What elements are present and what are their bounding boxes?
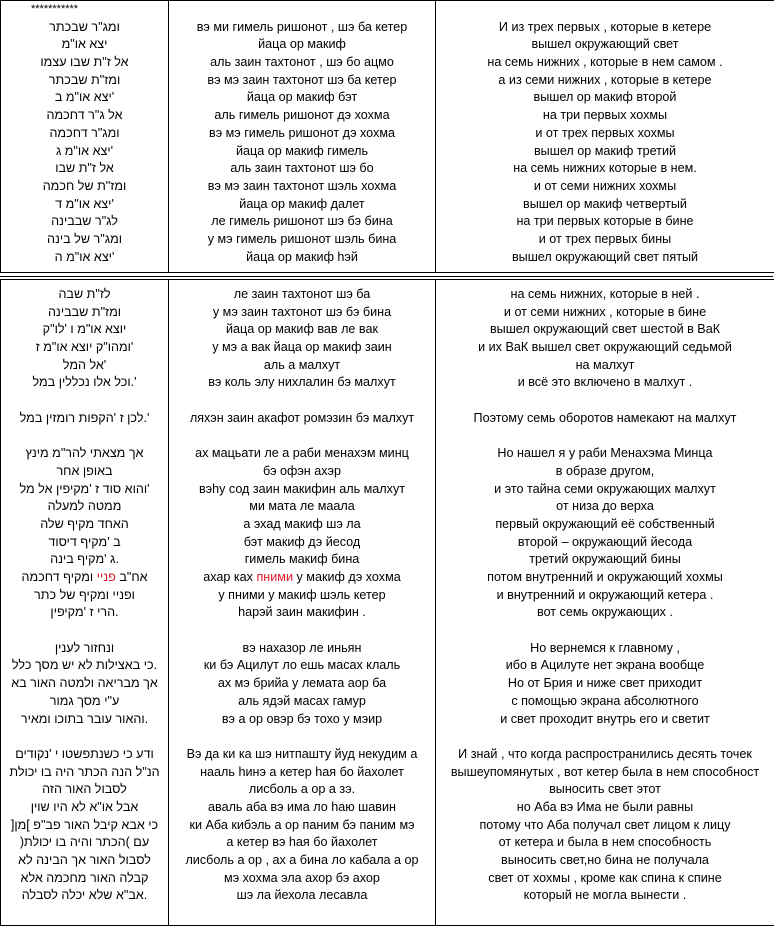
text-line: и их ВаК вышел свет окружающий седьмой (436, 339, 774, 357)
text-line: вышел ор макиф третий (436, 143, 774, 161)
text-line: вэhу сод заин макифин аль малхут (169, 481, 435, 499)
blank-line (1, 428, 168, 446)
text-line: лисболь а ор , ах а бина ло кабала а ор (169, 852, 435, 870)
text-line: *********** (1, 1, 168, 19)
text-line: и внутренний и окружающий кетера . (436, 587, 774, 605)
text-line: у мэ гимель ришонот шэль бина (169, 231, 435, 249)
text-line: на малхут (436, 357, 774, 375)
text-line: אך מצאתי להר"מ מינץ (1, 445, 168, 463)
text-line: ки бэ Ацилут ло ешь масах клаль (169, 657, 435, 675)
text-segment: у макиф дэ хохма (293, 570, 401, 584)
text-line: а кетер вэ hая бо йахолет (169, 834, 435, 852)
text-line: бэ офэн ахэр (169, 463, 435, 481)
text-line: но Аба вэ Има не были равны (436, 799, 774, 817)
blank-line (169, 392, 435, 410)
text-line: выносить свет,но бина не получала (436, 852, 774, 870)
text-line: и от трех первых бины (436, 231, 774, 249)
text-segment: ומקיף דחכמה (21, 570, 96, 584)
text-line: второй – окружающий йесода (436, 534, 774, 552)
text-line: а из семи нижних , которые в кетере (436, 72, 774, 90)
text-line: И из трех первых , которые в кетере (436, 19, 774, 37)
blank-line (169, 728, 435, 746)
text-line: вышел ор макиф четвертый (436, 196, 774, 214)
text-line: אל ז"ת שבו (1, 160, 168, 178)
text-line: у пними у макиф шэль кетер (169, 587, 435, 605)
blank-line (1, 728, 168, 746)
text-line: ומג"ר שבכתר (1, 19, 168, 37)
text-line: на семь нижних которые в нем. (436, 160, 774, 178)
text-line: ומג"ר דחכמה (1, 125, 168, 143)
text-line (169, 569, 435, 587)
text-line: йаца ор макиф бэт (169, 89, 435, 107)
text-line: от низа до верха (436, 498, 774, 516)
text-line: И знай , что когда распространились десять точек (436, 746, 774, 764)
text-line: и от семи нижних , которые в бине (436, 304, 774, 322)
russian-column (436, 1, 774, 273)
text-line: вэ нахазор ле иньян (169, 640, 435, 658)
text-line: первый окружающий её собственный (436, 516, 774, 534)
text-line: вэ мэ гимель ришонот дэ хохма (169, 125, 435, 143)
text-line: ומז"ת שבבינה (1, 304, 168, 322)
text-line: выносить свет этот (436, 781, 774, 799)
text-line: יוצא או"מ ו 'לו"ק (1, 321, 168, 339)
text-line: ле заин тахтонот шэ ба (169, 286, 435, 304)
text-line: вышел окружающий свет пятый (436, 249, 774, 267)
text-line: вот семь окружающих . (436, 604, 774, 622)
text-line: лисболь а ор а зэ. (169, 781, 435, 799)
text-line: 'יצא או"מ ה (1, 249, 168, 267)
text-line: 'אל המל (1, 357, 168, 375)
text-line: ממטה למעלה (1, 498, 168, 516)
table-row (1, 1, 774, 273)
blank-line (169, 1, 435, 19)
text-line: אבל או"א לא היו שוין (1, 799, 168, 817)
text-line: ומז"ת שבכתר (1, 72, 168, 90)
text-line: לג"ר שבבינה (1, 213, 168, 231)
text-line: йаца ор макиф вав ле вак (169, 321, 435, 339)
table-row (1, 280, 774, 926)
text-line (1, 569, 168, 587)
text-line: вэ мэ заин тахтонот шэль хохма (169, 178, 435, 196)
text-line: третий окружающий бины (436, 551, 774, 569)
text-line: йаца ор макиф hэй (169, 249, 435, 267)
text-line: ляхэн заин акафот ромэзин бэ малхут (169, 410, 435, 428)
transliteration-column (169, 280, 436, 926)
highlighted-word: пними (256, 570, 293, 584)
text-line: в образе другом, (436, 463, 774, 481)
text-line: вышел окружающий свет (436, 36, 774, 54)
text-line: ב 'מקיף דיסוד (1, 534, 168, 552)
text-line: .והאור עובר בתוכו ומאיר (1, 711, 168, 729)
text-line: и от семи нижних хохмы (436, 178, 774, 196)
text-line: Но вернемся к главному , (436, 640, 774, 658)
text-line: אל ג"ר דחכמה (1, 107, 168, 125)
text-line: 'והוא סוד ז 'מקיפין אל מל (1, 481, 168, 499)
text-line: ле гимель ришонот шэ бэ бина (169, 213, 435, 231)
highlighted-word: פניי (97, 570, 116, 584)
text-line: вэ коль элу нихлалин бэ малхут (169, 374, 435, 392)
text-line: Поэтому семь оборотов намекают на малхут (436, 410, 774, 428)
text-line: .ג 'מקיף בינה (1, 551, 168, 569)
text-line: гимель макиф бина (169, 551, 435, 569)
text-line: Но от Брия и ниже свет приходит (436, 675, 774, 693)
hebrew-column (1, 280, 169, 926)
text-line: יצא או"מ (1, 36, 168, 54)
blank-line (169, 428, 435, 446)
text-line: аваль аба вэ има ло hаю шавин (169, 799, 435, 817)
blank-line (436, 392, 774, 410)
text-line: потому что Аба получал свет лицом к лицу (436, 817, 774, 835)
blank-line (436, 428, 774, 446)
text-line: на три первых которые в бине (436, 213, 774, 231)
text-line: Вэ да ки ка шэ нитпашту йуд некудим а (169, 746, 435, 764)
text-line: на семь нижних, которые в ней . (436, 286, 774, 304)
text-line: и от трех первых хохмы (436, 125, 774, 143)
text-line: йаца ор макиф гимель (169, 143, 435, 161)
text-line: '.וכל אלו נכללין במל (1, 374, 168, 392)
text-line: бэт макиф дэ йесод (169, 534, 435, 552)
text-line: 'ומהו"ק יוצא או"מ ז (1, 339, 168, 357)
text-line: כי אבא קיבל האור פב"פ ]מן[ (1, 817, 168, 835)
russian-column (436, 280, 774, 926)
blank-line (1, 622, 168, 640)
blank-line (1, 392, 168, 410)
text-line: аль а малхут (169, 357, 435, 375)
transliteration-column (169, 1, 436, 273)
text-line: ונחזור לענין (1, 640, 168, 658)
text-table-bottom (0, 279, 774, 926)
text-line: на три первых хохмы (436, 107, 774, 125)
text-line: 'יצא או"מ ב (1, 89, 168, 107)
text-line: аль заин тахтонот шэ бо (169, 160, 435, 178)
hebrew-column (1, 1, 169, 273)
text-line: באופן אחר (1, 463, 168, 481)
text-line: вышел окружающий свет шестой в ВаК (436, 321, 774, 339)
blank-line (436, 728, 774, 746)
text-line: ומז"ת של חכמה (1, 178, 168, 196)
text-line: с помощью экрана абсолютного (436, 693, 774, 711)
text-segment: אח"ב (116, 570, 148, 584)
text-line: ах мацьати ле а раби менахэм минц (169, 445, 435, 463)
text-line: на семь нижних , которые в нем самом . (436, 54, 774, 72)
text-line: аль гимель ришонот дэ хохма (169, 107, 435, 125)
table-divider (0, 276, 773, 277)
text-line: 'יצא או"מ ג (1, 143, 168, 161)
text-line: '.לכן ז 'הקפות רומזין במל (1, 410, 168, 428)
text-line: потом внутренний и окружающий хохмы (436, 569, 774, 587)
text-line: вэ а ор овэр бэ тохо у мэир (169, 711, 435, 729)
text-line: йаца ор макиф далет (169, 196, 435, 214)
text-line: הנ"ל הנה הכתר היה בו יכולת (1, 764, 168, 782)
text-line: свет от хохмы , кроме как спина к спине (436, 870, 774, 888)
text-line: ах мэ брийа у лемата аор ба (169, 675, 435, 693)
blank-line (436, 622, 774, 640)
text-line: .כי באצילות לא יש מסך כלל (1, 657, 168, 675)
text-line: нааль hинэ а кетер hая бо йахолет (169, 764, 435, 782)
text-line: аль ядэй масах гамур (169, 693, 435, 711)
text-line: .הרי ז 'מקיפין (1, 604, 168, 622)
text-line: ופניי ומקיף של כתר (1, 587, 168, 605)
text-line: и это тайна семи окружающих малхут (436, 481, 774, 499)
text-line: ки Аба кибэль а ор паним бэ паним мэ (169, 817, 435, 835)
text-line: האחד מקיף שלה (1, 516, 168, 534)
text-line: Но нашел я у раби Менахэма Минца (436, 445, 774, 463)
text-line: קבלה האור מחכמה אלא (1, 870, 168, 888)
text-line: עם )הכתר והיה בו יכולת( (1, 834, 168, 852)
blank-line (169, 622, 435, 640)
text-line: 'יצא או"מ ד (1, 196, 168, 214)
text-line: от кетера и была в нем способность (436, 834, 774, 852)
text-segment: ахар ках (203, 570, 256, 584)
text-line: вэ ми гимель ришонот , шэ ба кетер (169, 19, 435, 37)
text-line: ומג"ר של בינה (1, 231, 168, 249)
blank-line (436, 1, 774, 19)
text-line: לסבול האור אך הבינה לא (1, 852, 168, 870)
text-line: мэ хохма эла ахор бэ ахор (169, 870, 435, 888)
text-line: и свет проходит внутрь его и светит (436, 711, 774, 729)
text-line: hарэй заин макифин . (169, 604, 435, 622)
text-line: לסבול האור הזה (1, 781, 168, 799)
text-line: אך מבריאה ולמטה האור בא (1, 675, 168, 693)
text-line: ע"י מסך גמור (1, 693, 168, 711)
text-line: ודע כי כשנתפשטו י 'נקודים (1, 746, 168, 764)
text-line: לז"ת שבה (1, 286, 168, 304)
text-line: вышел ор макиф второй (436, 89, 774, 107)
text-table-top (0, 0, 774, 273)
text-line: ми мата ле маала (169, 498, 435, 516)
text-line: вэ мэ заин тахтонот шэ ба кетер (169, 72, 435, 90)
text-line: вышеупомянутых , вот кетер была в нем способност (436, 764, 774, 782)
text-line: аль заин тахтонот , шэ бо ацмо (169, 54, 435, 72)
text-line: шэ ла йехола лесавла (169, 887, 435, 905)
text-line: אל ז"ת שבו עצמו (1, 54, 168, 72)
text-line: у мэ а вак йаца ор макиф заин (169, 339, 435, 357)
text-line: который не могла вынести . (436, 887, 774, 905)
text-line: йаца ор макиф (169, 36, 435, 54)
text-line: ибо в Ацилуте нет экрана вообще (436, 657, 774, 675)
text-line: и всё это включено в малхут . (436, 374, 774, 392)
text-line: у мэ заин тахтонот шэ бэ бина (169, 304, 435, 322)
text-line: а эхад макиф шэ ла (169, 516, 435, 534)
text-line: .אב"א שלא יכלה לסבלה (1, 887, 168, 905)
